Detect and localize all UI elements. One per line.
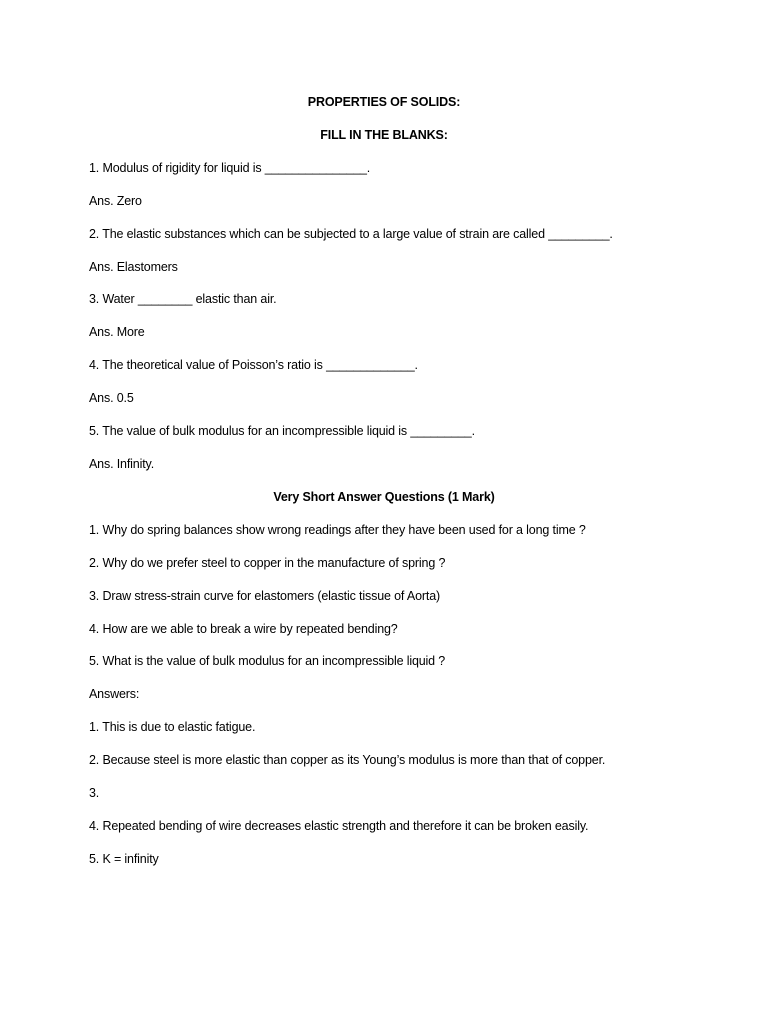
fill-blank-question: 3. Water ________ elastic than air. — [89, 292, 277, 306]
short-question: 4. How are we able to break a wire by repeated bending? — [89, 622, 398, 636]
fill-blank-question: 5. The value of bulk modulus for an incompressible liquid is _________. — [89, 424, 475, 438]
fill-blank-question: 4. The theoretical value of Poisson’s ratio is _____________. — [89, 358, 418, 372]
fill-blank-question: 2. The elastic substances which can be subjected to a large value of strain are called _________. — [89, 227, 613, 241]
fill-blank-answer: Ans. Infinity. — [89, 457, 155, 471]
short-answer: 3. — [89, 786, 100, 800]
document-title: PROPERTIES OF SOLIDS: — [307, 95, 461, 109]
short-answer: 2. Because steel is more elastic than copper as its Young’s modulus is more than that of copper. — [89, 753, 606, 767]
short-question: 2. Why do we prefer steel to copper in the manufacture of spring ? — [89, 556, 446, 570]
fill-blank-answer: Ans. 0.5 — [89, 391, 134, 405]
short-answer: 1. This is due to elastic fatigue. — [89, 720, 256, 734]
fill-blank-question: 1. Modulus of rigidity for liquid is _______________. — [89, 161, 371, 175]
short-question: 5. What is the value of bulk modulus for an incompressible liquid ? — [89, 654, 446, 668]
fill-blank-answer: Ans. Elastomers — [89, 260, 178, 274]
short-answer: 4. Repeated bending of wire decreases elastic strength and therefore it can be broken easily. — [89, 819, 589, 833]
short-question: 1. Why do spring balances show wrong readings after they have been used for a long time ? — [89, 523, 586, 537]
fill-blank-answer: Ans. More — [89, 325, 145, 339]
short-question: 3. Draw stress-strain curve for elastomers (elastic tissue of Aorta) — [89, 589, 441, 603]
short-answer: 5. K = infinity — [89, 852, 159, 866]
fill-blank-answer: Ans. Zero — [89, 194, 142, 208]
answers-heading: Answers: — [89, 687, 140, 701]
section-heading-fill-blanks: FILL IN THE BLANKS: — [320, 128, 448, 142]
section-heading-short-answer: Very Short Answer Questions (1 Mark) — [273, 490, 495, 504]
